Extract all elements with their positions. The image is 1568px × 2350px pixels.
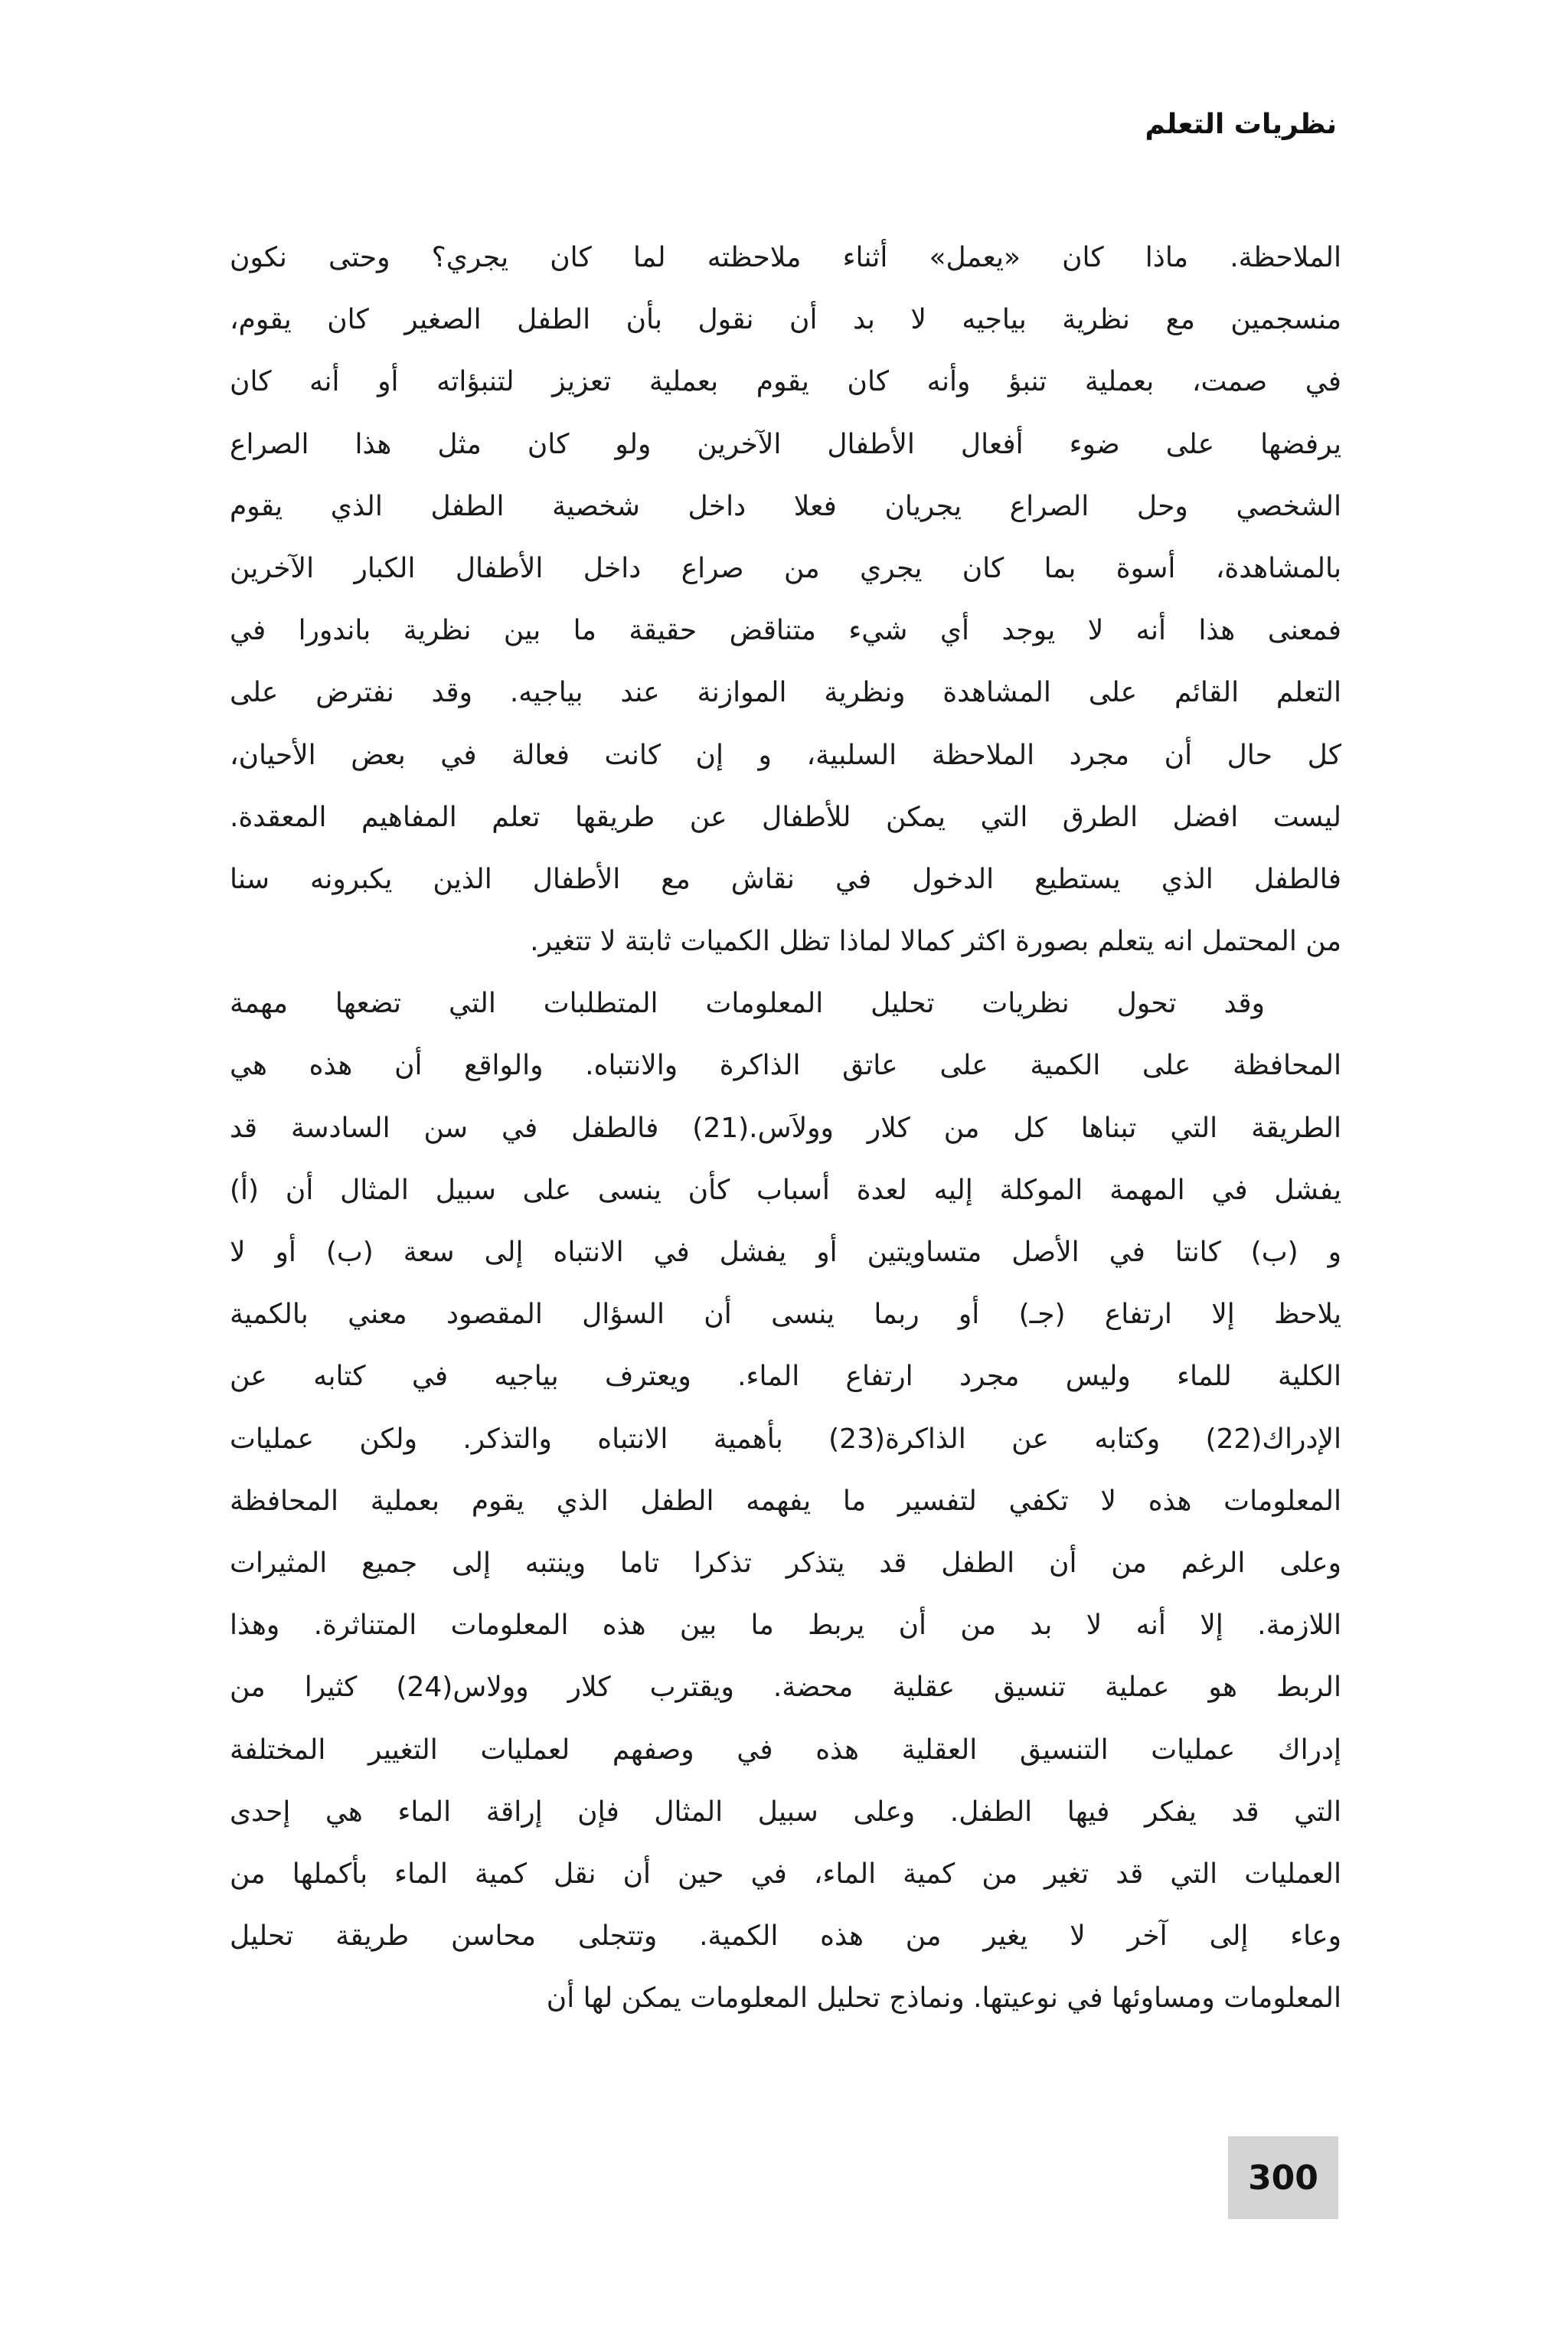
text-line: في صمت، بعملية تنبؤ وأنه كان يقوم بعملية تعزيز لتنبؤاته أو أنه كان [230,366,1341,398]
text-line: الملاحظة. ماذا كان «يعمل» أثناء ملاحظته لما كان يجري؟ وحتى نكون [230,242,1341,273]
text-line: التعلم القائم على المشاهدة ونظرية الموازنة عند بياجيه. وقد نفترض على [230,677,1341,709]
text-line: ليست افضل الطرق التي يمكن للأطفال عن طريقها تعلم المفاهيم المعقدة. [230,801,1341,833]
text-line: يفشل في المهمة الموكلة إليه لعدة أسباب كأن ينسى على سبيل المثال أن (أ) [230,1174,1341,1206]
text-line: بالمشاهدة، أسوة بما كان يجري من صراع داخل الأطفال الكبار الآخرين [230,552,1341,584]
text-line: فالطفل الذي يستطيع الدخول في نقاش مع الأطفال الذين يكبرونه سنا [230,863,1341,895]
text-line: اللازمة. إلا أنه لا بد من أن يربط ما بين هذه المعلومات المتناثرة. وهذا [230,1610,1341,1642]
text-line: المحافظة على الكمية على عاتق الذاكرة والانتباه. والواقع أن هذه هي [230,1050,1341,1082]
text-line: يرفضها على ضوء أفعال الأطفال الآخرين ولو كان مثل هذا الصراع [230,428,1341,460]
text-line: الربط هو عملية تنسيق عقلية محضة. ويقترب كلار وولاس(24) كثيرا من [230,1672,1341,1704]
running-header: نظريات التعلم [1145,109,1337,140]
text-line: فمعنى هذا أنه لا يوجد أي شيء متناقض حقيقة ما بين نظرية باندورا في [230,615,1341,647]
text-line: التي قد يفكر فيها الطفل. وعلى سبيل المثال فإن إراقة الماء هي إحدى [230,1796,1341,1828]
text-line: الشخصي وحل الصراع يجريان فعلا داخل شخصية الطفل الذي يقوم [230,490,1341,522]
text-line: وعاء إلى آخر لا يغير من هذه الكمية. وتتجلى محاسن طريقة تحليل [230,1920,1341,1953]
text-line: الطريقة التي تبناها كل من كلار وولاَس.(21) فالطفل في سن السادسة قد [230,1112,1341,1144]
text-line: وقد تحول نظريات تحليل المعلومات المتطلبات التي تضعها مهمة [230,988,1265,1020]
body-text [230,227,1341,2029]
text-line: المعلومات ومساوئها في نوعيتها. ونماذج تحليل المعلومات يمكن لها أن [546,1982,1341,2015]
page-number-box [1228,2136,1338,2219]
page-number: 300 [1248,2158,1318,2198]
text-line: المعلومات هذه لا تكفي لتفسير ما يفهمه الطفل الذي يقوم بعملية المحافظة [230,1485,1341,1517]
text-line: منسجمين مع نظرية بياجيه لا بد أن نقول بأن الطفل الصغير كان يقوم، [230,304,1341,336]
text-line: إدراك عمليات التنسيق العقلية هذه في وصفهم لعمليات التغيير المختلفة [230,1734,1341,1766]
text-line: وعلى الرغم من أن الطفل قد يتذكر تذكرا تاما وينتبه إلى جميع المثيرات [230,1547,1341,1579]
text-line: كل حال أن مجرد الملاحظة السلبية، و إن كانت فعالة في بعض الأحيان، [230,739,1341,771]
text-line: يلاحظ إلا ارتفاع (جـ) أو ربما ينسى أن السؤال المقصود معني بالكمية [230,1299,1341,1331]
text-line: و (ب) كانتا في الأصل متساويتين أو يفشل في الانتباه إلى سعة (ب) أو لا [230,1237,1341,1268]
text-line: الإدراك(22) وكتابه عن الذاكرة(23) بأهمية الانتباه والتذكر. ولكن عمليات [230,1423,1341,1455]
text-line: الكلية للماء وليس مجرد ارتفاع الماء. ويعترف بياجيه في كتابه عن [230,1361,1341,1393]
text-line: العمليات التي قد تغير من كمية الماء، في حين أن نقل كمية الماء بأكملها من [230,1858,1341,1890]
text-line: من المحتمل انه يتعلم بصورة اكثر كمالا لماذا تظل الكميات ثابتة لا تتغير. [530,926,1341,958]
